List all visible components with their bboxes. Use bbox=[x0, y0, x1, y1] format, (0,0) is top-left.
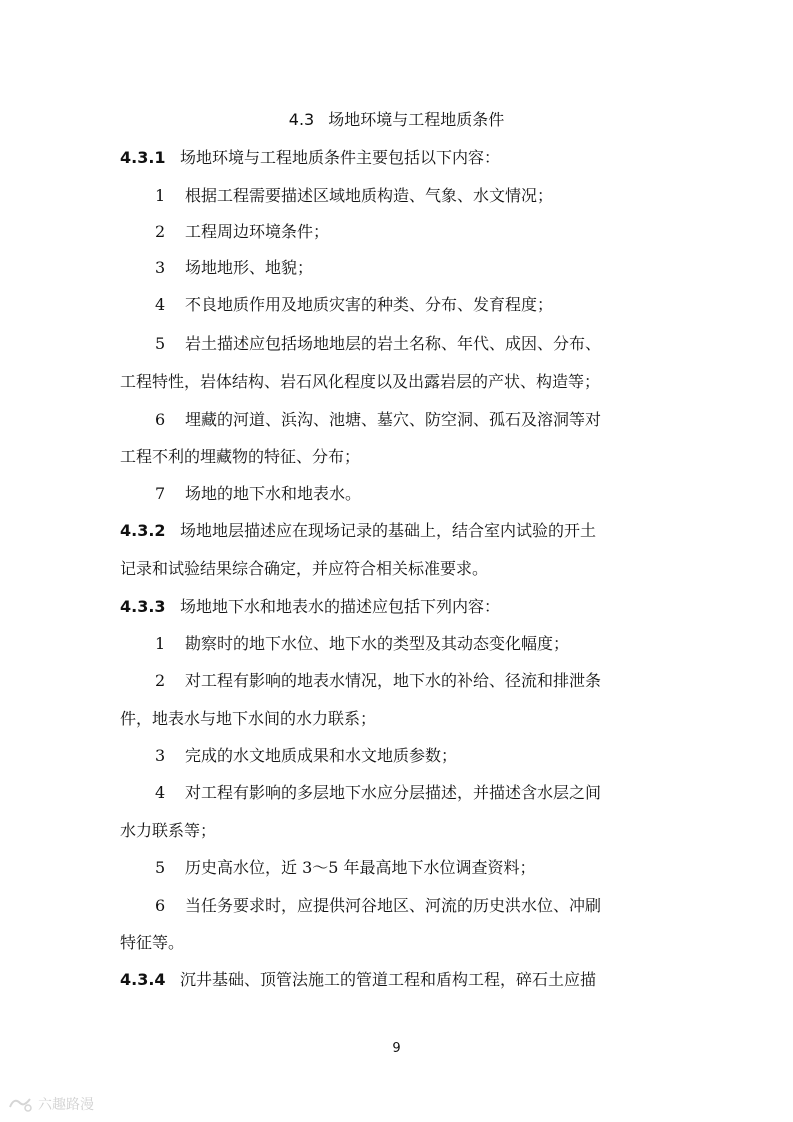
section-title bbox=[0, 107, 793, 130]
clause-text: 场地环境与工程地质条件主要包括以下内容： bbox=[180, 148, 501, 167]
list-item-continuation: 件，地表水与地下水间的水力联系； bbox=[120, 709, 377, 728]
list-item: 2 工程周边环境条件； bbox=[155, 222, 330, 241]
clause-number: 4.3.2 bbox=[120, 521, 166, 540]
list-item: 4 不良地质作用及地质灾害的种类、分布、发育程度； bbox=[155, 295, 554, 314]
list-item: 1 勘察时的地下水位、地下水的类型及其动态变化幅度； bbox=[155, 634, 570, 653]
clause-number: 4.3.1 bbox=[120, 148, 166, 167]
list-item-continuation: 特征等。 bbox=[120, 933, 185, 952]
section-heading: 场地环境与工程地质条件 bbox=[328, 110, 505, 129]
clause-4-3-3 bbox=[120, 597, 500, 617]
list-item: 2 对工程有影响的地表水情况，地下水的补给、径流和排泄条 bbox=[155, 671, 602, 690]
list-item: 3 场地地形、地貌； bbox=[155, 258, 314, 277]
watermark-text: 六趣路漫 bbox=[38, 1097, 94, 1113]
list-item: 7 场地的地下水和地表水。 bbox=[155, 484, 362, 503]
clause-text: 场地地层描述应在现场记录的基础上，结合室内试验的开土 bbox=[180, 521, 597, 540]
watermark bbox=[8, 1094, 94, 1114]
list-item-continuation: 水力联系等； bbox=[120, 821, 217, 840]
section-number: 4.3 bbox=[288, 110, 315, 129]
clause-4-3-4 bbox=[120, 970, 596, 990]
list-item-continuation: 工程不利的埋藏物的特征、分布； bbox=[120, 447, 361, 466]
clause-number: 4.3.3 bbox=[120, 597, 166, 616]
watermark-logo-icon bbox=[8, 1095, 34, 1113]
clause-text: 场地地下水和地表水的描述应包括下列内容： bbox=[180, 597, 501, 616]
clause-text: 沉井基础、顶管法施工的管道工程和盾构工程，碎石土应描 bbox=[180, 970, 597, 989]
list-item-continuation: 工程特性，岩体结构、岩石风化程度以及出露岩层的产状、构造等； bbox=[120, 372, 601, 391]
list-item: 6 当任务要求时，应提供河谷地区、河流的历史洪水位、冲刷 bbox=[155, 896, 602, 915]
list-item: 5 岩土描述应包括场地地层的岩土名称、年代、成因、分布、 bbox=[155, 334, 602, 353]
clause-4-3-2 bbox=[120, 521, 596, 541]
list-item: 5 历史高水位，近 3～5 年最高地下水位调查资料； bbox=[155, 858, 536, 877]
list-item: 1 根据工程需要描述区域地质构造、气象、水文情况； bbox=[155, 186, 554, 205]
list-item: 6 埋藏的河道、浜沟、池塘、墓穴、防空洞、孤石及溶洞等对 bbox=[155, 410, 602, 429]
page-number: 9 bbox=[392, 1041, 401, 1056]
clause-4-3-1 bbox=[120, 148, 500, 168]
list-item: 3 完成的水文地质成果和水文地质参数； bbox=[155, 746, 458, 765]
clause-continuation: 记录和试验结果综合确定，并应符合相关标准要求。 bbox=[120, 559, 489, 578]
clause-number: 4.3.4 bbox=[120, 970, 166, 989]
list-item: 4 对工程有影响的多层地下水应分层描述，并描述含水层之间 bbox=[155, 783, 602, 802]
